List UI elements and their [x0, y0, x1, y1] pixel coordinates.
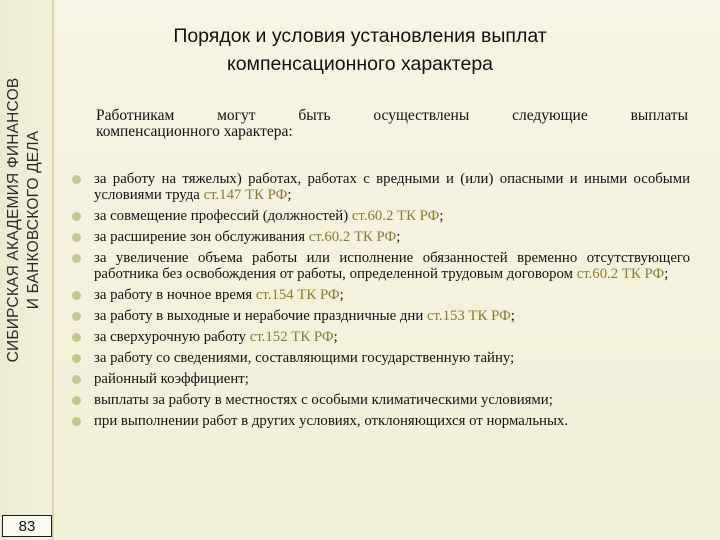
bullet-icon: [72, 254, 81, 263]
list-item: [72, 392, 690, 408]
slide-title: [80, 22, 640, 78]
list-item-text: районный коэффициент;: [94, 371, 249, 387]
list-item: [72, 229, 690, 245]
list-item-text: за работу на тяжелых) работах, работах с вредными и (или) опасными и иными особыми условиями труда: [94, 171, 690, 203]
list-item-suffix: ;: [396, 229, 401, 245]
organization-name: [4, 50, 52, 390]
law-reference: ст.154 ТК РФ: [255, 287, 340, 303]
list-item: [72, 208, 690, 224]
bullet-icon: [72, 354, 81, 363]
list-item: [72, 350, 690, 366]
intro-text-line1: Работникам могут быть осуществлены следующие выплаты: [96, 107, 688, 124]
list-item: [72, 308, 690, 324]
payment-list: [72, 171, 690, 434]
list-item: [72, 413, 690, 429]
bullet-icon: [72, 212, 81, 221]
slide-title-line1: Порядок и условия установления выплат: [173, 25, 547, 47]
list-item: [72, 250, 690, 282]
list-item-text: за работу со сведениями, составляющими государственную тайну;: [94, 350, 515, 366]
bullet-icon: [72, 417, 81, 426]
list-item: [72, 171, 690, 203]
list-item-text: за совмещение профессий (должностей): [94, 208, 352, 224]
bullet-icon: [72, 333, 81, 342]
slide-title-line2: компенсационного характера: [226, 53, 494, 75]
list-item-text: за расширение зон обслуживания: [94, 229, 309, 245]
list-item-text: за работу в выходные и нерабочие праздничные дни: [94, 308, 427, 324]
list-item-text: за работу в ночное время: [94, 287, 256, 303]
intro-text-line2: компенсационного характера:: [96, 123, 293, 140]
bullet-icon: [72, 312, 81, 321]
list-item: [72, 371, 690, 387]
list-item: [72, 329, 690, 345]
organization-name-line2: И БАНКОВСКОГО ДЕЛА: [25, 130, 42, 310]
law-reference: ст.152 ТК РФ: [249, 329, 334, 345]
law-reference: ст.60.2 ТК РФ: [351, 208, 440, 224]
list-item-suffix: ;: [664, 266, 669, 282]
bullet-icon: [72, 233, 81, 242]
list-item-text: при выполнении работ в других условиях, отклоняющихся от нормальных.: [94, 413, 569, 429]
page-number: 83: [2, 515, 52, 537]
list-item-suffix: ;: [510, 308, 515, 324]
bullet-icon: [72, 396, 81, 405]
organization-name-line1: СИБИРСКАЯ АКАДЕМИЯ ФИНАНСОВ: [5, 77, 22, 363]
list-item-suffix: ;: [339, 287, 344, 303]
vertical-divider: [52, 0, 54, 540]
bullet-icon: [72, 175, 81, 184]
law-reference: ст.60.2 ТК РФ: [576, 266, 665, 282]
bullet-icon: [72, 375, 81, 384]
list-item-suffix: ;: [333, 329, 338, 345]
list-item-text: за сверхурочную работу: [94, 329, 250, 345]
list-item-text: выплаты за работу в местностях с особыми климатическими условиями;: [94, 392, 553, 408]
list-item-suffix: ;: [287, 187, 292, 203]
list-item: [72, 287, 690, 303]
law-reference: ст.153 ТК РФ: [426, 308, 511, 324]
bullet-icon: [72, 291, 81, 300]
list-item-text: за увеличение объема работы или исполнение обязанностей временно отсутствующего работника без освобождения от работы, определенной трудовым договором: [94, 250, 690, 282]
law-reference: ст.60.2 ТК РФ: [308, 229, 397, 245]
list-item-suffix: ;: [439, 208, 444, 224]
law-reference: ст.147 ТК РФ: [203, 187, 288, 203]
